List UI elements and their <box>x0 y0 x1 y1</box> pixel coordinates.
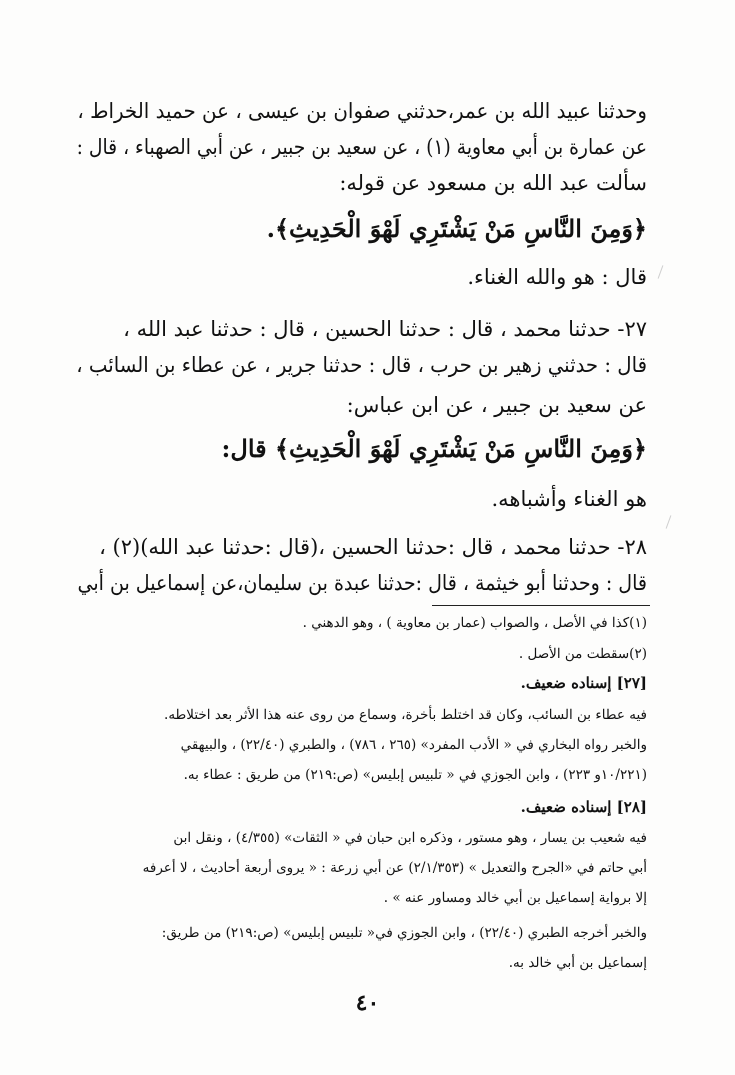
main-text-line: قال : وحدثنا أبو خيثمة ، قال :حدثنا عبدة بن سليمان،عن إسماعيل بن أبي <box>77 571 647 595</box>
quran-verse: ﴿وَمِنَ النَّاسِ مَنْ يَشْتَرِي لَهْوَ الْحَدِيثِ﴾. <box>266 214 647 243</box>
main-text-line: عن عمارة بن أبي معاوية (١) ، عن سعيد بن جبير ، عن أبي الصهباء ، قال : <box>76 135 647 159</box>
main-text-line: هو الغناء وأشباهه. <box>491 487 647 511</box>
main-text-line: قال : حدثني زهير بن حرب ، قال : حدثنا جرير ، عن عطاء بن السائب ، <box>76 353 647 377</box>
note-text: والخبر رواه البخاري في « الأدب المفرد» (٢٦٥ ، ٧٨٦) ، والطبري (٢٢/٤٠) ، والبيهقي <box>180 737 647 753</box>
note-text: فيه شعيب بن يسار ، وهو مستور ، وذكره ابن حبان في « الثقات» (٤/٣٥٥) ، ونقل ابن <box>173 830 647 846</box>
main-text-line: سألت عبد الله بن مسعود عن قوله: <box>339 171 647 195</box>
scan-mark <box>666 515 672 528</box>
note-text: والخبر أخرجه الطبري (٢٢/٤٠) ، وابن الجوزي في« تلبيس إبليس» (ص:٢١٩) من طريق: <box>161 925 647 941</box>
note-heading-27: [٢٧] إسناده ضعيف. <box>520 674 647 692</box>
footnote-2: (٢)سقطت من الأصل . <box>518 646 647 662</box>
main-text-line: وحدثنا عبيد الله بن عمر،حدثني صفوان بن عيسى ، عن حميد الخراط ، <box>77 99 647 123</box>
note-text: إسماعيل بن أبي خالد به. <box>508 955 647 971</box>
main-text-line: قال : هو والله الغناء. <box>467 265 647 289</box>
footnote-separator <box>432 605 650 606</box>
note-text: فيه عطاء بن السائب، وكان قد اختلط بأخرة، وسماع من روى عنه هذا الأثر بعد اختلاطه. <box>164 707 647 723</box>
narration-27-start: ٢٧- حدثنا محمد ، قال : حدثنا الحسين ، قال : حدثنا عبد الله ، <box>123 317 647 341</box>
note-text: إلا برواية إسماعيل بن أبي خالد ومساور عنه » . <box>383 890 647 906</box>
main-text-line: عن سعيد بن جبير ، عن ابن عباس: <box>346 393 647 417</box>
page-number: ٤٠ <box>355 990 380 1016</box>
quran-verse: ﴿وَمِنَ النَّاسِ مَنْ يَشْتَرِي لَهْوَ الْحَدِيثِ﴾ قال: <box>221 434 647 463</box>
note-text: (١٠/٢٢١و ٢٢٣) ، وابن الجوزي في « تلبيس إبليس» (ص:٢١٩) من طريق : عطاء به. <box>183 767 647 783</box>
note-heading-28: [٢٨] إسناده ضعيف. <box>520 798 647 816</box>
note-text: أبي حاتم في «الجرح والتعديل » (٢/١/٣٥٣) عن أبي زرعة : « يروى أربعة أحاديث ، لا أعرفه <box>142 860 647 876</box>
narration-28-start: ٢٨- حدثنا محمد ، قال :حدثنا الحسين ،(قال :حدثنا عبد الله)(٢) ، <box>99 535 647 559</box>
footnote-1: (١)كذا في الأصل ، والصواب (عمار بن معاوية ) ، وهو الدهني . <box>302 615 647 631</box>
scan-mark <box>658 265 664 278</box>
